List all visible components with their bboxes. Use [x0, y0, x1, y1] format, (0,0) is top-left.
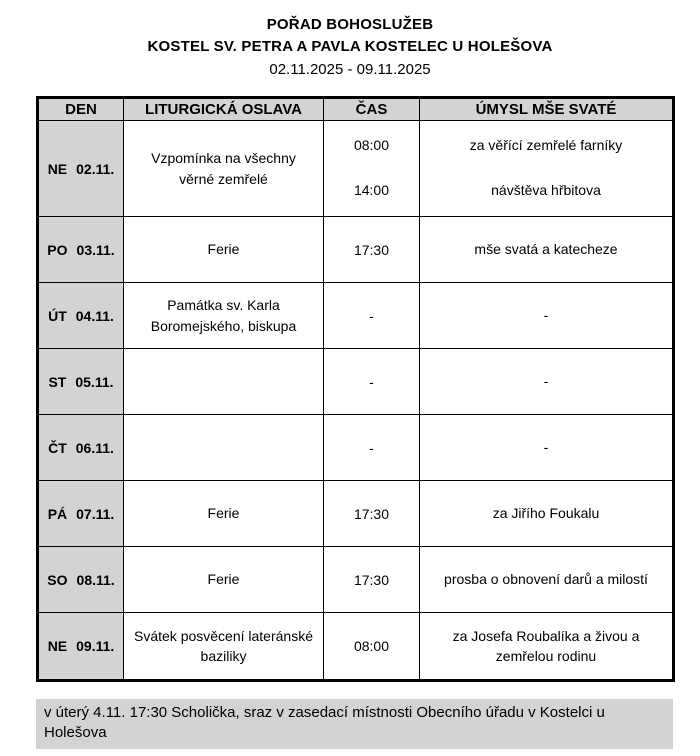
time-cell: 08:00	[324, 613, 420, 681]
day-date: 09.11.	[76, 638, 115, 654]
time-cell: -	[324, 349, 420, 415]
intention-cell: prosba o obnovení darů a milostí	[420, 547, 674, 613]
day-cell	[38, 349, 124, 415]
day-abbrev: PO	[47, 241, 68, 258]
celebration-cell: Ferie	[124, 217, 324, 283]
header-time: ČAS	[324, 98, 420, 121]
day-abbrev: SO	[47, 571, 68, 588]
time-cell: -	[324, 415, 420, 481]
intention-cell: za Jiřího Foukalu	[420, 481, 674, 547]
footer-note: v úterý 4.11. 17:30 Scholička, sraz v zasedací místnosti Obecního úřadu v Kostelci u Holešova	[36, 699, 673, 749]
day-abbrev: ÚT	[48, 307, 67, 324]
time-cell: -	[324, 283, 420, 349]
celebration-cell: Ferie	[124, 547, 324, 613]
day-abbrev: ST	[48, 373, 67, 390]
header-row	[38, 98, 674, 121]
header-intention: ÚMYSL MŠE SVATÉ	[420, 98, 674, 121]
schedule-table	[36, 96, 675, 682]
title-block	[0, 0, 700, 78]
celebration-cell	[124, 349, 324, 415]
day-cell	[38, 121, 124, 217]
table-row	[38, 415, 674, 481]
day-cell	[38, 415, 124, 481]
day-date: 05.11.	[75, 373, 114, 390]
day-date: 03.11.	[76, 241, 115, 258]
day-abbrev: ČT	[48, 439, 67, 456]
time-cell	[324, 121, 420, 217]
day-cell	[38, 283, 124, 349]
day-date: 08.11.	[76, 571, 115, 588]
intention-cell: -	[420, 415, 674, 481]
day-cell	[38, 481, 124, 547]
intention-cell: za Josefa Roubalíka a živou a zemřelou rodinu	[420, 613, 674, 681]
celebration-cell: Svátek posvěcení lateránské baziliky	[124, 613, 324, 681]
header-celebration: LITURGICKÁ OSLAVA	[124, 98, 324, 121]
table-row	[38, 547, 674, 613]
day-date: 06.11.	[75, 439, 114, 456]
header-day: DEN	[38, 98, 124, 121]
day-abbrev: NE	[47, 638, 68, 654]
day-cell	[38, 547, 124, 613]
celebration-cell: Vzpomínka na všechny věrné zemřelé	[124, 121, 324, 217]
intention-entry: návštěva hřbitova	[491, 182, 601, 199]
church-name: KOSTEL SV. PETRA A PAVLA KOSTELEC U HOLEŠOVA	[147, 38, 553, 55]
time-cell: 17:30	[324, 217, 420, 283]
intention-cell: -	[420, 349, 674, 415]
table-row	[38, 613, 674, 681]
day-date: 07.11.	[76, 505, 115, 522]
table-header	[38, 98, 674, 121]
day-date: 04.11.	[75, 307, 114, 324]
day-cell	[38, 217, 124, 283]
table-row	[38, 217, 674, 283]
day-abbrev: PÁ	[47, 505, 68, 522]
time-entry: 08:00	[353, 136, 390, 153]
celebration-cell	[124, 415, 324, 481]
time-cell: 17:30	[324, 547, 420, 613]
intention-cell	[420, 121, 674, 217]
table-row	[38, 283, 674, 349]
intention-cell: -	[420, 283, 674, 349]
table-row	[38, 349, 674, 415]
celebration-cell: Ferie	[124, 481, 324, 547]
table-row	[38, 121, 674, 217]
time-entry: 14:00	[353, 182, 390, 199]
celebration-cell: Památka sv. Karla Boromejského, biskupa	[124, 283, 324, 349]
date-range: 02.11.2025 - 09.11.2025	[269, 61, 431, 78]
intention-entry: za věřící zemřelé farníky	[469, 136, 623, 153]
page-title: POŘAD BOHOSLUŽEB	[266, 16, 434, 33]
day-date: 02.11.	[76, 160, 115, 177]
day-cell	[38, 613, 124, 681]
time-cell: 17:30	[324, 481, 420, 547]
intention-cell: mše svatá a katecheze	[420, 217, 674, 283]
table-row	[38, 481, 674, 547]
day-abbrev: NE	[47, 160, 68, 177]
